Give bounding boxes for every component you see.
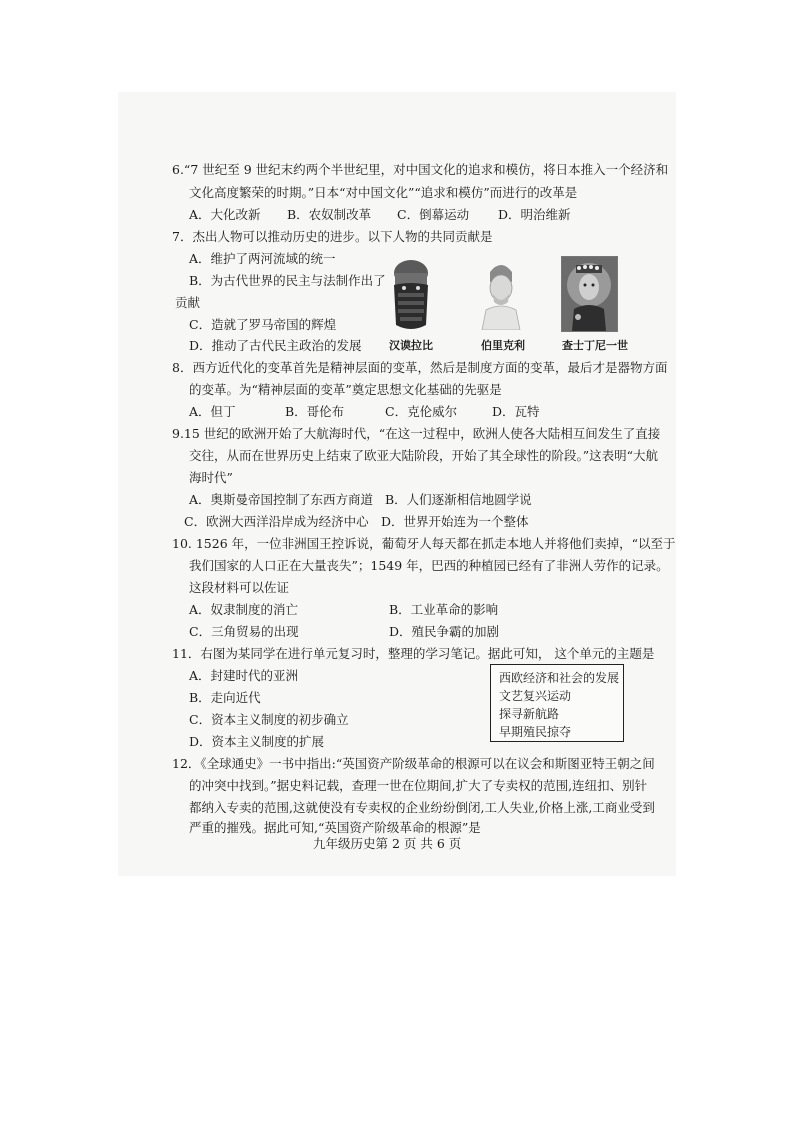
caption-justinian: 查士丁尼一世: [562, 339, 628, 352]
q11-option-a: A．封建时代的亚洲: [189, 668, 299, 683]
q12-line3: 都纳入专卖的范围,这就使没有专卖权的企业纷纷倒闭,工人失业,价格上涨,工商业受到: [189, 800, 655, 815]
q10-line3: 这段材料可以佐证: [189, 580, 290, 595]
q6-line2: 文化高度繁荣的时期。”日本“对中国文化”“追求和模仿”而进行的改革是: [189, 185, 578, 200]
q10-line2: 我们国家的人口正在大量丧失”；1549 年，巴西的种植园已经有了非洲人劳作的记录。: [189, 558, 669, 573]
q7-option-a: A．维护了两河流域的统一: [189, 251, 336, 266]
q10-option-c: C．三角贸易的出现: [189, 624, 299, 639]
q6-option-b: B．农奴制改革: [287, 207, 372, 222]
caption-hammurabi: 汉谟拉比: [389, 339, 433, 352]
q9-option-a: A．奥斯曼帝国控制了东西方商道: [189, 492, 374, 507]
note-item: 早期殖民掠夺: [499, 725, 572, 739]
q9-option-c: C．欧洲大西洋沿岸成为经济中心: [184, 514, 369, 529]
q8-option-b: B．哥伦布: [285, 404, 345, 419]
q6-option-c: C．倒幕运动: [397, 207, 470, 222]
q9-line2: 交往，从而在世界历史上结束了欧亚大陆阶段，开始了其全球性的阶段。”这表明“大航: [189, 448, 659, 463]
q8-option-c: C．克伦威尔: [385, 404, 458, 419]
q6-option-a: A．大化改新: [189, 207, 261, 222]
q8-option-d: D．瓦特: [492, 404, 540, 419]
q11-option-d: D．资本主义制度的扩展: [189, 734, 325, 749]
q7-option-b: B．为古代世界的民主与法制作出了: [189, 273, 386, 288]
hammurabi-portrait: [386, 255, 436, 333]
q9-line3: 海时代”: [189, 470, 233, 485]
note-item: 探寻新航路: [499, 707, 560, 721]
q7-option-c: C．造就了罗马帝国的辉煌: [189, 317, 337, 332]
q8-option-a: A．但丁: [189, 404, 236, 419]
q10-line1: 10. 1526 年，一位非洲国王控诉说，葡萄牙人每天都在抓走本地人并将他们卖掉，“以至于: [172, 536, 676, 551]
q11-stem: 11．右图为某同学在进行单元复习时，整理的学习笔记。据此可知， 这个单元的主题是: [172, 646, 655, 661]
study-notes-box: [490, 664, 624, 742]
justinian-mosaic: [561, 256, 618, 332]
q9-option-d: D．世界开始连为一个整体: [381, 514, 529, 529]
q6-line1: 6.“7 世纪至 9 世纪末约两个半世纪里，对中国文化的追求和模仿，将日本推入一个经济和: [172, 162, 669, 177]
q10-option-b: B．工业革命的影响: [389, 602, 499, 617]
q10-option-d: D．殖民争霸的加剧: [389, 624, 500, 639]
q12-line2: 的冲突中找到。”据史料记载，查理一世在位期间,扩大了专卖权的范围,连纽扣、别针: [189, 778, 648, 793]
q11-option-c: C．资本主义制度的初步确立: [189, 712, 349, 727]
q8-line2: 的变革。为“精神层面的变革”奠定思想文化基础的先驱是: [189, 382, 502, 397]
q11-option-b: B．走向近代: [189, 690, 261, 705]
q12-line1: 12．《全球通史》一书中指出:“英国资产阶级革命的根源可以在议会和斯图亚特王朝之间: [172, 756, 655, 771]
q12-line4: 严重的摧残。据此可知,“英国资产阶级革命的根源”是: [189, 820, 481, 835]
q8-line1: 8．西方近代化的变革首先是精神层面的变革，然后是制度方面的变革，最后才是器物方面: [172, 360, 668, 375]
page-footer: 九年级历史第 2 页 共 6 页: [313, 836, 462, 851]
q7-stem: 7．杰出人物可以推动历史的进步。以下人物的共同贡献是: [172, 229, 493, 244]
caption-pericles: 伯里克利: [481, 339, 525, 352]
q9-option-b: B．人们逐渐相信地圆学说: [385, 492, 532, 507]
q7-option-d: D．推动了古代民主政治的发展: [189, 338, 362, 353]
note-item: 西欧经济和社会的发展: [499, 671, 620, 685]
q6-option-d: D．明治维新: [498, 207, 571, 222]
q7-option-b-cont: 贡献: [175, 295, 201, 310]
q9-line1: 9.15 世纪的欧洲开始了大航海时代，“在这一过程中，欧洲人使各大陆相互间发生了直接: [172, 426, 661, 441]
note-item: 文艺复兴运动: [499, 689, 572, 703]
pericles-bust: [478, 258, 524, 330]
q10-option-a: A．奴隶制度的消亡: [189, 602, 299, 617]
